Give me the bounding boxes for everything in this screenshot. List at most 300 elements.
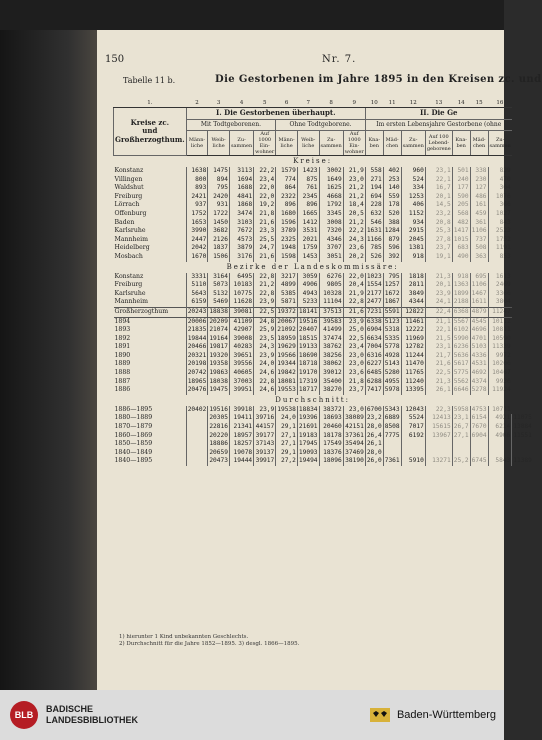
data-cell: 22,8 [254,273,276,282]
data-cell: 761 [297,184,319,193]
data-cell [452,449,470,458]
data-cell: 23,9 [254,298,276,307]
data-cell: 1649 [319,176,343,185]
data-cell: 13884 [513,423,532,431]
sub-header-with-stillborn: Mit Todtgeborenen. [186,120,276,131]
data-cell: 37143 [255,440,275,448]
book-edge [0,30,97,690]
data-cell: 20476 [187,386,207,394]
data-cell: 11339 [488,343,512,352]
data-cell: 5143 [384,360,400,368]
data-cell: 23,0 [343,176,365,185]
data-cell: 10112 [488,317,512,326]
data-cell: 21,8 [343,378,365,387]
data-cell: 6495 [229,273,253,282]
data-cell: 10206 [488,360,512,369]
data-cell: 9936 [488,378,512,387]
data-cell: 5278 [471,386,487,394]
data-cell: 178 [383,201,401,210]
data-cell: 6214 [488,423,512,432]
data-cell: 18957 [229,432,253,441]
data-cell: 20,1 [425,193,452,202]
data-cell: 406 [401,201,425,210]
table-row [114,290,533,299]
data-cell: 23,1 [425,167,452,176]
data-cell: 23,1 [425,343,452,352]
row-label: 1894 [114,317,131,325]
data-cell: 843 [488,219,512,228]
data-cell: 22,5 [425,369,452,378]
table-row [114,335,533,344]
data-cell: 44157 [255,423,275,431]
data-cell: 21,3 [425,378,452,387]
data-cell: 37003 [229,378,253,387]
data-cell: 5990 [453,334,469,342]
column-number: 6 [284,100,289,106]
data-cell: 6368 [452,307,470,317]
table-row [114,360,533,369]
data-cell: 5778 [384,343,400,351]
row-header-text: und [142,126,158,136]
data-cell: 2477 [365,298,383,307]
blb-name-line-1: BADISCHE [46,704,94,714]
data-cell: 18096 [319,457,343,466]
data-cell: 893 [186,184,208,193]
data-cell: 21835 [187,326,207,334]
data-cell: 19183 [298,431,318,439]
data-cell: 6288 [366,377,382,385]
data-cell: 1752 [488,236,512,245]
data-cell: 1665 [297,210,319,219]
data-cell: 16,7 [425,184,452,193]
data-cell: 271 [365,176,383,185]
data-cell: 20305 [209,414,228,422]
data-cell: 11247 [488,307,512,317]
data-cell: 21,3 [425,273,452,282]
data-cell: 6236 [453,343,469,351]
data-cell: 22,5 [343,335,365,344]
data-cell: 23,4 [254,176,276,185]
data-cell: 10328 [319,290,343,299]
data-cell: 25,9 [254,326,276,335]
data-cell: 5775 [453,369,469,377]
data-cell: 23,6 [343,244,365,253]
data-cell: 1611 [470,298,488,307]
data-cell: 864 [276,184,298,193]
data-cell: 21,9 [343,290,365,299]
data-cell: 20209 [209,317,228,325]
data-cell: 4696 [471,326,487,334]
data-cell: 1106 [471,227,487,235]
data-cell: 2021 [297,236,319,245]
row-label: 1880—1889 [114,414,153,422]
data-cell: 774 [276,176,298,185]
data-cell: 2811 [401,281,425,290]
data-cell: 10811 [488,326,512,335]
data-cell: 785 [365,244,383,253]
data-cell: 5978 [384,386,400,394]
row-label: 1886 [114,386,131,394]
data-cell: 508 [470,244,488,253]
data-cell: 18178 [319,432,343,441]
data-cell: 11924 [488,386,512,395]
data-cell: 19170 [298,369,318,377]
data-cell: 6485 [366,369,382,377]
data-cell: 632 [365,210,383,219]
data-cell: 5469 [208,298,230,307]
data-cell: 839 [488,167,512,176]
data-cell: 18376 [319,449,343,458]
column-header: Kna-ben [452,131,470,156]
data-cell: 22,2 [343,227,365,236]
data-cell: 37513 [319,307,343,317]
group-header-1: I. Die Gestorbenen überhaupt. [186,108,365,120]
data-cell [383,440,401,449]
data-cell: 5524 [401,414,425,423]
data-cell: 20473 [209,457,228,465]
data-cell: 4928 [384,351,400,359]
data-cell: 11244 [401,352,425,361]
data-cell: 10183 [229,281,253,290]
data-cell: 23,7 [343,386,365,395]
column-header: Mäd-chen [383,131,401,156]
row-label: 1870—1879 [114,423,153,431]
data-cell [186,432,208,441]
section-title: Kreise: [293,157,333,166]
table-row [114,326,533,335]
data-cell: 5318 [384,326,400,334]
data-cell: 38270 [319,386,343,395]
data-cell: 5280 [384,369,400,377]
row-label: Mannheim [114,235,148,243]
data-cell: 1554 [366,281,382,289]
data-cell: 25,5 [254,236,276,245]
data-cell: 2469 [488,281,512,290]
data-cell: 501 [452,167,470,176]
data-cell: 10590 [488,335,512,344]
data-cell: 6904 [366,326,382,334]
table-row [114,298,533,307]
column-header: Weib-liche [297,131,319,156]
data-cell: 20220 [209,431,228,439]
row-label: Heidelberg [114,244,150,252]
page-title: Nr. 7. [322,54,357,65]
table-row [114,317,533,326]
table-row [114,219,533,228]
blb-name[interactable] [46,704,138,726]
table-row [114,307,533,317]
section-row [114,395,533,406]
data-cell: 18693 [319,414,343,423]
data-cell: 1613 [488,273,512,282]
column-header: Zu-sammen [401,131,425,156]
data-cell: 194 [365,184,383,193]
data-cell: 253 [383,176,401,185]
data-cell: 3990 [186,227,208,236]
data-cell: 39917 [255,457,275,465]
data-cell: 19444 [229,457,253,466]
data-cell: 22816 [209,423,228,431]
data-cell: 1023 [366,272,382,280]
data-cell: 6227 [366,360,382,368]
data-cell: 240 [452,176,470,185]
data-cell: 3789 [276,227,298,236]
data-cell: 37469 [345,448,364,456]
data-cell: 15615 [425,423,452,432]
data-cell [470,449,488,458]
data-cell: 27,1 [453,431,469,439]
data-cell: 23,9 [254,352,276,361]
table-row [114,414,533,423]
column-number: 3 [216,100,221,106]
data-cell: 1638 [186,167,208,176]
data-cell: 39918 [229,406,253,415]
data-cell: 4701 [471,334,487,342]
data-cell: 21,5 [425,335,452,344]
row-label: Konstanz [114,167,144,174]
bw-label: Baden-Württemberg [396,709,496,721]
row-label: Offenburg [114,209,147,217]
row-label: Lörrach [114,201,140,209]
sub-header-first-year: Im ersten Lebensjahre Gestorbene (ohne [365,120,511,131]
data-cell [470,440,488,449]
row-label: 1860—1869 [114,431,153,439]
data-cell: 490 [452,253,470,262]
row-label: Baden [114,218,135,226]
data-cell: 18515 [298,334,318,342]
data-cell: 937 [186,201,208,210]
data-cell: 26,7 [453,423,469,431]
data-cell: 20659 [209,448,228,456]
data-cell: 21691 [298,423,318,431]
data-cell: 20,5 [343,210,365,219]
data-cell: 23,4 [343,343,365,352]
data-cell: 5871 [276,298,298,307]
data-cell: 1759 [297,244,319,253]
data-cell: 5385 [276,290,298,299]
blb-logo[interactable]: BLB [10,701,38,729]
data-cell: 38256 [319,352,343,361]
data-cell: 25,0 [343,326,365,335]
data-cell: 6745 [471,457,487,465]
data-cell: 28,0 [366,423,382,431]
column-header: Auf 100 Lebend-geborene [425,131,452,156]
data-cell: 1752 [186,210,208,219]
data-cell: 22,4 [425,307,452,317]
data-cell: 21,2 [254,281,276,290]
data-cell: 24,8 [254,317,276,326]
data-cell: 9805 [319,281,343,290]
data-cell: 20067 [277,317,296,325]
data-cell [488,440,512,449]
data-cell: 1688 [229,184,253,193]
data-cell: 1015 [453,235,469,243]
data-cell: 23,5 [254,335,276,344]
data-cell [186,414,208,423]
data-cell: 2345 [297,193,319,202]
data-cell: 42151 [345,423,364,431]
data-cell: 1868 [229,201,253,210]
data-cell: 2325 [276,236,298,245]
data-cell: 20407 [298,326,318,334]
data-cell: 1792 [319,201,343,210]
table-row [114,273,533,282]
data-cell: 1076 [488,193,512,202]
data-cell: 23,9 [254,406,276,415]
data-cell: 21,2 [343,193,365,202]
data-cell: 39583 [319,317,343,326]
data-cell: 23,2 [366,414,382,422]
data-cell: 7017 [401,423,425,432]
row-label: 1886—1895 [114,405,153,413]
data-cell: 1467 [471,289,487,297]
data-cell: 39081 [229,307,253,317]
data-cell: 590 [452,193,470,202]
data-cell: 22,5 [254,307,276,317]
viewer-footer [0,690,504,740]
data-cell: 25,2 [453,457,469,465]
row-label: 1889 [114,360,131,368]
data-cell: 17945 [298,440,318,448]
column-number: 9 [352,100,357,106]
data-cell: 459 [470,210,488,219]
data-cell: 21,2 [343,184,365,193]
data-cell: 19553 [277,386,296,394]
data-cell: 2420 [208,193,230,202]
data-cell: 127 [470,184,488,193]
data-cell: 19396 [298,414,318,422]
row-label: Konstanz [114,272,144,280]
data-cell: 38762 [319,343,343,352]
column-header: Zu-sammen [229,131,253,156]
data-cell [186,449,208,458]
data-cell: 11075 [513,414,532,422]
bw-brand[interactable] [369,704,496,726]
data-cell: 29,1 [276,449,298,458]
row-label: Waldshut [114,184,144,192]
data-cell: 1423 [297,167,319,176]
data-cell: 7361 [384,457,400,465]
data-cell: 18141 [297,307,319,317]
data-cell: 27,1 [276,432,298,441]
data-cell: 10711 [488,406,512,415]
data-cell: 19629 [277,343,296,351]
data-cell: 24,0 [254,360,276,369]
data-cell [425,440,452,449]
table-row [114,244,533,253]
table-row [114,369,533,378]
data-cell: 42907 [229,326,253,335]
data-cell: 4841 [229,193,253,202]
data-cell: 19494 [298,457,318,465]
data-cell: 27,1 [276,440,298,449]
table-row [114,423,533,432]
data-cell: 800 [186,176,208,185]
data-cell: 1381 [401,244,425,253]
data-cell: 3113 [229,167,253,176]
data-cell: 12822 [401,307,425,317]
data-cell: 795 [383,273,401,282]
data-cell: 5591 [383,307,401,317]
column-number: 10 [370,100,378,106]
data-cell [452,440,470,449]
data-cell: 18690 [298,351,318,359]
data-cell: 17549 [319,440,343,449]
data-cell: 546 [365,219,383,228]
data-cell: 41499 [319,326,343,335]
data-cell: 21,8 [254,210,276,219]
data-cell: 7320 [319,227,343,236]
data-cell: 21,9 [343,167,365,176]
table-row [114,406,533,415]
data-cell: 795 [208,184,230,193]
data-cell [186,457,208,466]
data-cell: 21074 [209,326,228,334]
data-cell: 526 [365,253,383,262]
data-cell: 24,3 [254,343,276,352]
data-cell: 4336 [471,351,487,359]
table-row [114,440,533,449]
data-cell: 1867 [383,298,401,307]
data-cell: 18886 [209,440,228,448]
data-cell: 894 [208,176,230,185]
data-cell [186,440,208,449]
data-cell: 1722 [208,210,230,219]
data-cell: 24,0 [276,414,298,423]
table-row [114,343,533,352]
table-row [114,167,533,176]
data-cell: 4921 [488,414,512,423]
table-row [114,253,533,262]
data-cell: 19411 [229,414,253,423]
data-cell: 6316 [366,351,382,359]
data-cell: 39008 [229,335,253,344]
data-cell: 19133 [298,343,318,351]
data-cell: 520 [383,210,401,219]
data-cell: 18081 [277,377,296,385]
table-row [114,281,533,290]
data-cell: 1948 [276,244,298,253]
table-row [114,457,533,466]
column-number: 1. [147,100,153,106]
data-cell: 3682 [208,227,230,236]
data-cell: 19844 [187,334,207,342]
bw-lions-icon [369,704,391,726]
row-label: 1893 [114,326,131,334]
row-header-text: Großherzogthum. [115,134,185,144]
data-cell: 1412 [297,219,319,228]
data-cell: 21,6 [254,219,276,228]
data-cell: 3002 [319,167,343,176]
data-cell: 38372 [319,406,343,415]
data-cell: 5335 [384,334,400,342]
data-cell: 19538 [277,405,296,413]
data-cell: 2042 [186,244,208,253]
data-cell: 21,1 [425,317,452,326]
row-label: Villingen [114,175,143,183]
data-cell: 5843 [488,457,512,466]
column-number: 11 [388,100,396,106]
data-cell: 35494 [345,440,364,448]
data-cell: 18838 [208,307,230,317]
data-cell: 22,1 [425,176,452,185]
data-cell: 1680 [276,210,298,219]
data-cell: 11628 [229,298,253,307]
data-cell: 23,0 [343,406,365,415]
data-cell: 338 [470,167,488,176]
data-cell: 3059 [297,273,319,282]
data-cell: 7004 [366,343,382,351]
